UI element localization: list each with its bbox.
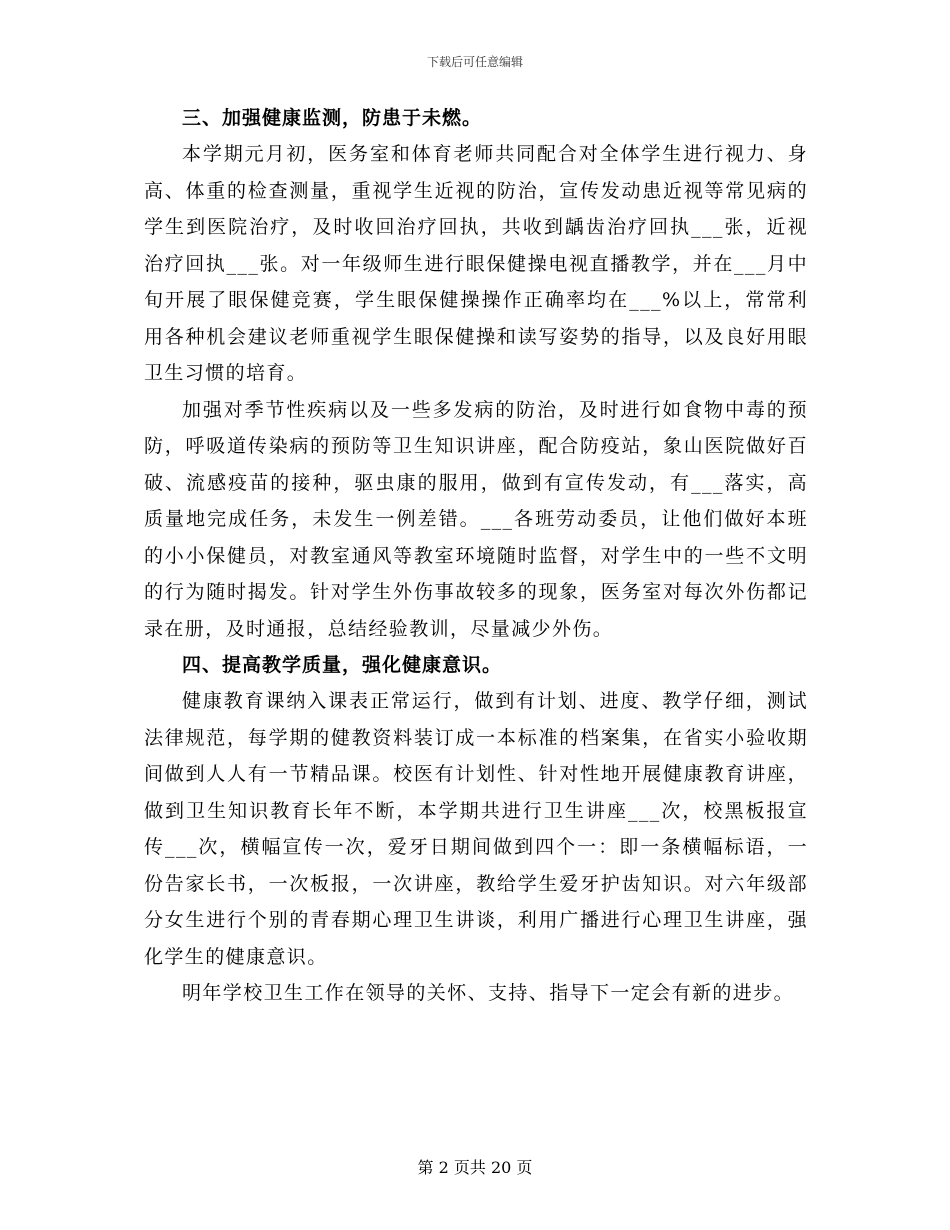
document-body	[144, 100, 808, 1012]
paragraph: 本学期元月初，医务室和体育老师共同配合对全体学生进行视力、身高、体重的检查测量，重视学生近视的防治，宣传发动患近视等常见病的学生到医院治疗，及时收回治疗回执，共收到龋齿治疗回执___张，近视治疗回执___张。对一年级师生进行眼保健操电视直播教学，并在___月中旬开展了眼保健竞赛，学生眼保健操操作正确率均在___%以上，常常利用各种机会建议老师重视学生眼保健操和读写姿势的指导，以及良好用眼卫生习惯的培育。	[144, 143, 808, 384]
paragraph: 明年学校卫生工作在领导的关怀、支持、指导下一定会有新的进步。	[182, 982, 795, 1004]
paragraph: 加强对季节性疾病以及一些多发病的防治，及时进行如食物中毒的预防，呼吸道传染病的预防等卫生知识讲座，配合防疫站，象山医院做好百破、流感疫苗的接种，驱虫康的服用，做到有宣传发动，有___落实，高质量地完成任务，未发生一例差错。___各班劳动委员，让他们做好本班的小小保健员，对教室通风等教室环境随时监督，对学生中的一些不文明的行为随时揭发。针对学生外伤事故较多的现象，医务室对每次外伤都记录在册，及时通报，总结经验教训，尽量减少外伤。	[144, 398, 808, 640]
page-number: 第 2 页共 20 页	[417, 1158, 533, 1177]
section-health-monitoring	[144, 100, 808, 647]
paragraph: 健康教育课纳入课表正常运行，做到有计划、进度、教学仔细，测试法律规范，每学期的健教资料装订成一本标准的档案集，在省实小验收期间做到人人有一节精品课。校医有计划性、针对性地开展健康教育讲座，做到卫生知识教育长年不断，本学期共进行卫生讲座___次，校黑板报宣传___次，横幅宣传一次，爱牙日期间做到四个一：即一条横幅标语，一份告家长书，一次板报，一次讲座，教给学生爱牙护齿知识。对六年级部分女生进行个别的青春期心理卫生讲谈，利用广播进行心理卫生讲座，强化学生的健康意识。	[144, 690, 808, 968]
section-heading: 四、提高教学质量，强化健康意识。	[182, 654, 503, 676]
section-heading: 三、加强健康监测，防患于未燃。	[182, 107, 483, 129]
section-teaching-quality	[144, 647, 808, 1012]
header-note: 下载后可任意编辑	[426, 55, 523, 69]
